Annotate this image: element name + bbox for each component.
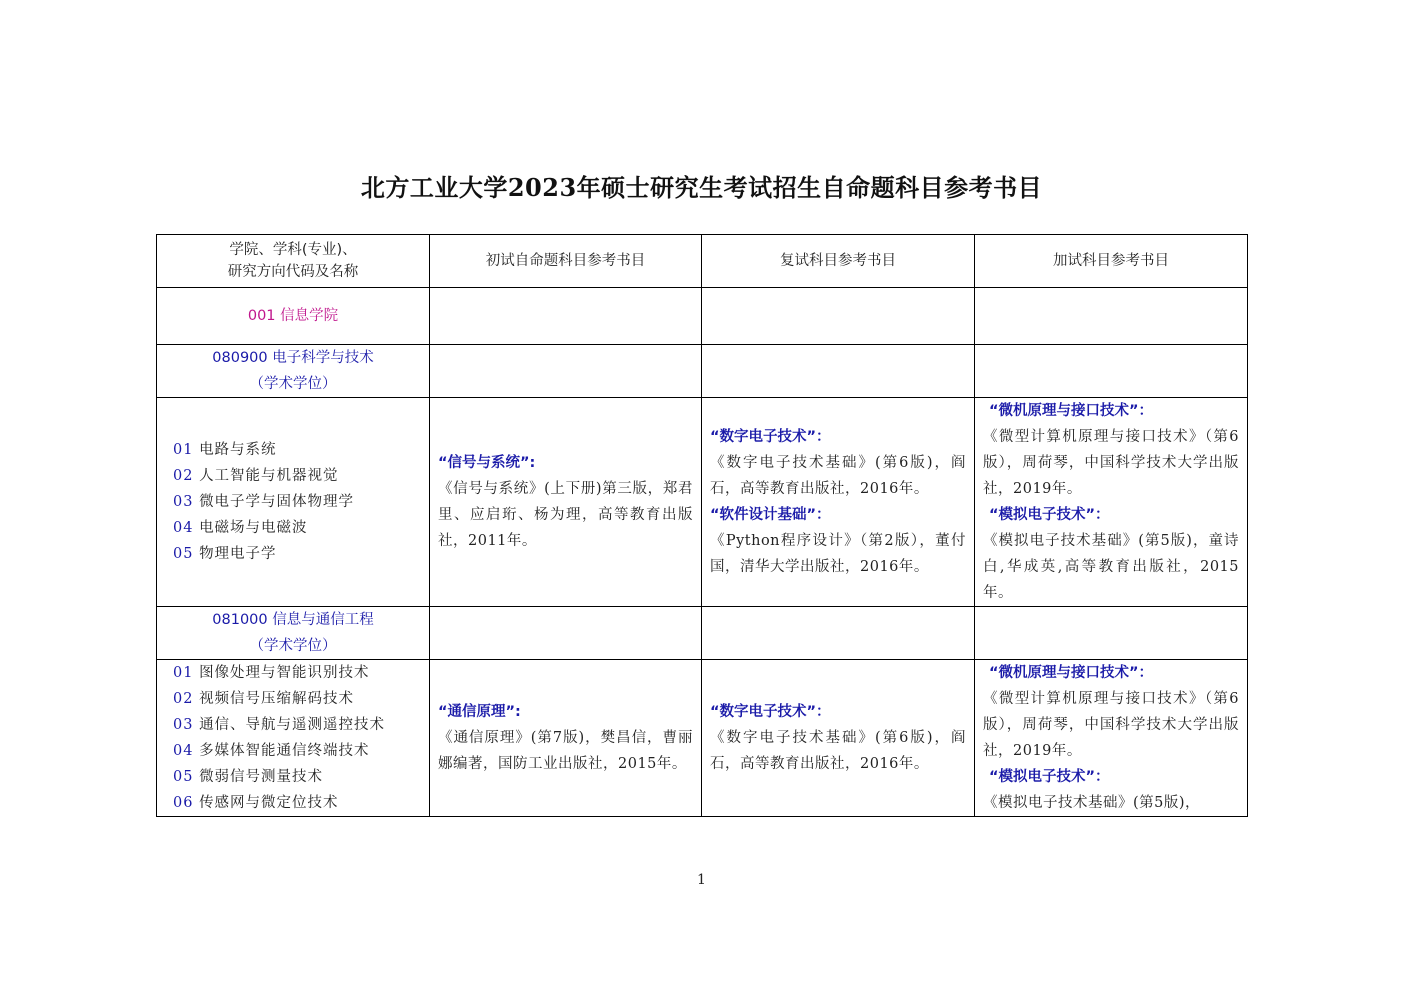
direction-item: 04 多媒体智能通信终端技术 bbox=[173, 743, 370, 759]
empty-cell bbox=[975, 288, 1248, 345]
page-number: 1 bbox=[697, 872, 706, 888]
book-reference: 《信号与系统》(上下册)第三版，郑君里、应启珩、杨为理，高等教育出版社，2011年。 bbox=[438, 481, 693, 549]
book-reference: 《数字电子技术基础》(第6版)，阎石，高等教育出版社，2016年。 bbox=[710, 455, 966, 497]
subject-title: “数字电子技术”： bbox=[710, 704, 831, 720]
direction-item: 05 物理电子学 bbox=[173, 546, 277, 562]
subject-title: “微机原理与接口技术”： bbox=[989, 665, 1154, 681]
college-row bbox=[157, 288, 1248, 345]
empty-cell bbox=[430, 607, 702, 660]
direction-list bbox=[157, 660, 430, 817]
retest-books bbox=[702, 660, 975, 817]
additional-books bbox=[975, 660, 1248, 817]
reference-books-table bbox=[156, 234, 1248, 817]
empty-cell bbox=[702, 345, 975, 398]
header-col1-line1: 学院、学科(专业)、 bbox=[229, 242, 357, 258]
empty-cell bbox=[430, 288, 702, 345]
degree-type: （学术学位） bbox=[249, 376, 337, 392]
college-name: 001 信息学院 bbox=[157, 288, 430, 345]
subject-title: “软件设计基础”： bbox=[710, 507, 831, 523]
book-reference: 《模拟电子技术基础》(第5版)， bbox=[983, 795, 1201, 811]
subject-title: “模拟电子技术”： bbox=[989, 769, 1110, 785]
direction-item: 02 视频信号压缩解码技术 bbox=[173, 691, 355, 707]
direction-list bbox=[157, 398, 430, 607]
major-name bbox=[157, 345, 430, 398]
page-title: 北方工业大学2023年硕士研究生考试招生自命题科目参考书目 bbox=[360, 173, 1043, 202]
direction-item: 01 电路与系统 bbox=[173, 442, 277, 458]
direction-item: 01 图像处理与智能识别技术 bbox=[173, 665, 370, 681]
major-row bbox=[157, 345, 1248, 398]
major-code-name: 081000 信息与通信工程 bbox=[212, 612, 374, 628]
empty-cell bbox=[430, 345, 702, 398]
additional-books bbox=[975, 398, 1248, 607]
header-retest: 复试科目参考书目 bbox=[702, 235, 975, 288]
major-code-name: 080900 电子科学与技术 bbox=[212, 350, 374, 366]
initial-exam-books bbox=[430, 660, 702, 817]
major-books-row bbox=[157, 660, 1248, 817]
book-reference: 《通信原理》(第7版)，樊昌信，曹丽娜编著，国防工业出版社，2015年。 bbox=[438, 730, 693, 772]
direction-item: 03 微电子学与固体物理学 bbox=[173, 494, 355, 510]
book-reference: 《Python程序设计》（第2版），董付国，清华大学出版社，2016年。 bbox=[710, 533, 966, 575]
direction-item: 03 通信、导航与遥测遥控技术 bbox=[173, 717, 386, 733]
subject-title: “模拟电子技术”： bbox=[989, 507, 1110, 523]
direction-item: 05 微弱信号测量技术 bbox=[173, 769, 324, 785]
subject-title: “通信原理”: bbox=[438, 704, 521, 720]
subject-title: “数字电子技术”： bbox=[710, 429, 831, 445]
header-additional: 加试科目参考书目 bbox=[975, 235, 1248, 288]
header-college-major bbox=[157, 235, 430, 288]
subject-title: “信号与系统”: bbox=[438, 455, 536, 471]
major-row bbox=[157, 607, 1248, 660]
book-reference: 《数字电子技术基础》(第6版)，阎石，高等教育出版社，2016年。 bbox=[710, 730, 966, 772]
empty-cell bbox=[702, 288, 975, 345]
book-reference: 《微型计算机原理与接口技术》（第6版），周荷琴，中国科学技术大学出版社，2019年。 bbox=[983, 691, 1239, 759]
major-name bbox=[157, 607, 430, 660]
empty-cell bbox=[702, 607, 975, 660]
table-header-row bbox=[157, 235, 1248, 288]
empty-cell bbox=[975, 345, 1248, 398]
empty-cell bbox=[975, 607, 1248, 660]
degree-type: （学术学位） bbox=[249, 638, 337, 654]
direction-item: 04 电磁场与电磁波 bbox=[173, 520, 308, 536]
book-reference: 《模拟电子技术基础》(第5版)，童诗白,华成英,高等教育出版社，2015年。 bbox=[983, 533, 1239, 601]
book-reference: 《微型计算机原理与接口技术》（第6版），周荷琴，中国科学技术大学出版社，2019年。 bbox=[983, 429, 1239, 497]
subject-title: “微机原理与接口技术”： bbox=[989, 403, 1154, 419]
major-books-row bbox=[157, 398, 1248, 607]
retest-books bbox=[702, 398, 975, 607]
header-col1-line2: 研究方向代码及名称 bbox=[227, 264, 359, 280]
direction-item: 02 人工智能与机器视觉 bbox=[173, 468, 339, 484]
initial-exam-books bbox=[430, 398, 702, 607]
direction-item: 06 传感网与微定位技术 bbox=[173, 795, 339, 811]
header-initial-exam: 初试自命题科目参考书目 bbox=[430, 235, 702, 288]
